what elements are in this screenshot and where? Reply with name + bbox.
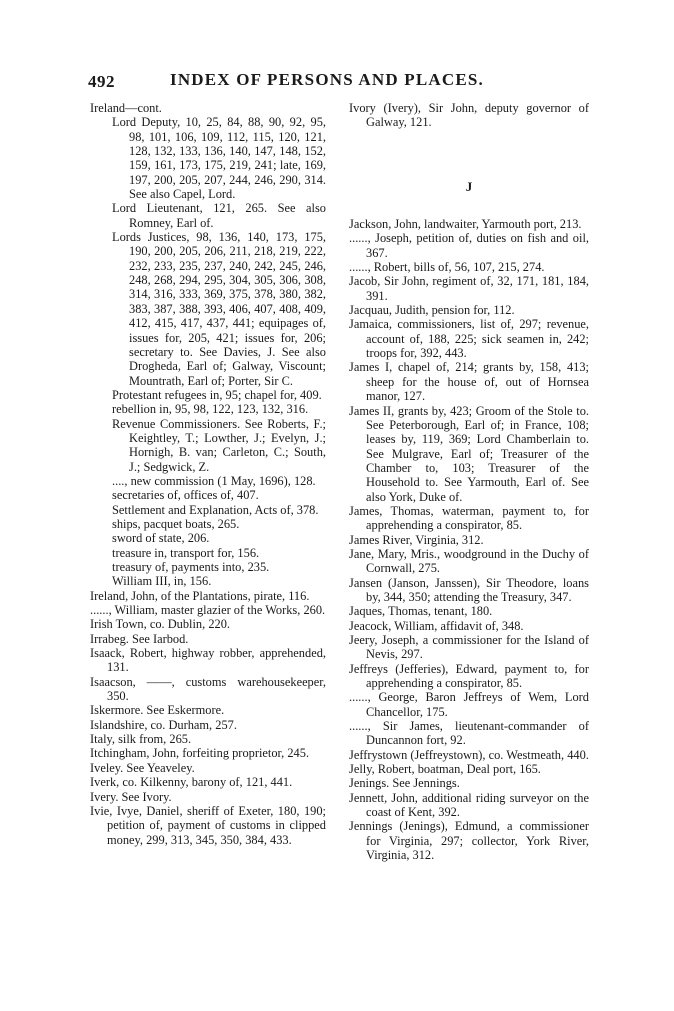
index-entry: Jelly, Robert, boatman, Deal port, 165. [349,762,541,777]
index-entry: Jamaica, commissioners, list of, 297; revenue, account of, 188, 225; sick seamen in, 242; troops for, 392, 443. [349,317,589,361]
index-entry: Ivory (Ivery), Sir John, deputy governor of Galway, 121. [349,101,589,130]
index-entry: Ireland, John, of the Plantations, pirate, 116. [90,588,310,603]
index-entry: Jenings. See Jennings. [349,776,460,791]
running-head: INDEX OF PERSONS AND PLACES. [170,70,484,89]
index-entry: ......, Joseph, petition of, duties on fish and oil, 367. [349,231,589,260]
index-subentry: Lord Deputy, 10, 25, 84, 88, 90, 92, 95, 98, 101, 106, 109, 112, 115, 120, 121, 128, 132, 133, 136, 140, 147, 148, 152, 159, 161, 173, 175, 219, 241; late, 169, 197, 200, 205, 207, 244, 246, 290, 314. See also Capel, Lord. [112,115,326,202]
index-subentry: treasury of, payments into, 235. [112,560,270,574]
index-entry: Jane, Mary, Mris., woodground in the Duchy of Cornwall, 275. [349,546,589,576]
index-entry: Jeffrystown (Jeffreystown), co. Westmeath, 440. [349,747,589,762]
index-entry: Iveley. See Yeaveley. [90,760,195,775]
index-entry: Jansen (Janson, Janssen), Sir Theodore, loans by, 344, 350; attending the Treasury, 347. [349,575,589,604]
left-index-column [90,101,326,847]
index-entry: Jackson, John, landwaiter, Yarmouth port, 213. [349,217,582,232]
index-subentry: ships, pacquet boats, 265. [112,516,240,531]
index-entry: James, Thomas, waterman, payment to, for apprehending a conspirator, 85. [349,503,589,533]
index-subentry: Protestant refugees in, 95; chapel for, 409. [112,387,322,402]
index-entry: Iverk, co. Kilkenny, barony of, 121, 441. [90,775,293,790]
index-subentry: William III, in, 156. [112,574,212,589]
index-entry: Jacquau, Judith, pension for, 112. [349,303,515,318]
index-subentry: sword of state, 206. [112,531,210,546]
index-subentry: secretaries of, offices of, 407. [112,488,259,503]
index-entry: Isaacson, ——, customs warehousekeeper, 350. [90,674,326,704]
index-entry: Jacob, Sir John, regiment of, 32, 171, 181, 184, 391. [349,274,589,303]
index-entry: Irrabeg. See Iarbod. [90,631,189,646]
index-entry: James I, chapel of, 214; grants by, 158, 413; sheep for the house of, out of Hornsea manor, 127. [349,360,589,404]
index-subentry: treasure in, transport for, 156. [112,545,260,560]
index-entry: Itchingham, John, forfeiting proprietor, 245. [90,746,310,761]
index-subentry: rebellion in, 95, 98, 122, 123, 132, 316. [112,402,309,417]
index-entry: Islandshire, co. Durham, 257. [90,717,237,732]
index-entry: Ireland—cont. [90,101,162,115]
index-subentry: Lords Justices, 98, 136, 140, 173, 175, 190, 200, 205, 206, 211, 218, 219, 222, 232, 233, 235, 237, 240, 242, 245, 246, 248, 268, 294, 295, 304, 305, 306, 308, 314, 316, 333, 369, 375, 378, 380, 382, 383, 387, 388, 393, 406, 407, 408, 409, 412, 415, 417, 437, 441; equipages of, issues for, 205, 421; issues for, 206; secretary to. See Davies, J. See also Drogheda, Earl of; Galway, Viscount; Mountrath, Earl of; Porter, Sir C. [112,230,326,388]
index-entry: James II, grants by, 423; Groom of the Stole to. See Peterborough, Earl of; in France, 108; leases by, 119, 369; Lord Chamberlain to. See Mulgrave, Earl of; Treasurer of the Chamber to, 103; Treasurer of the Household to. See Yarmouth, Earl of. See also York, Duke of. [349,403,589,504]
index-entry: Jeffreys (Jefferies), Edward, payment to, for apprehending a conspirator, 85. [349,661,589,691]
page-number: 492 [88,72,115,91]
index-entry: Jeery, Joseph, a commissioner for the Island of Nevis, 297. [349,633,589,662]
index-entry: Italy, silk from, 265. [90,732,192,747]
index-entry: ......, William, master glazier of the Works, 260. [90,603,326,618]
index-entry: Ivery. See Ivory. [90,789,172,804]
index-entry: ......, Robert, bills of, 56, 107, 215, 274. [349,260,545,275]
index-entry: Jennett, John, additional riding surveyor on the coast of Kent, 392. [349,790,589,820]
index-subentry: Lord Lieutenant, 121, 265. See also Romney, Earl of. [112,201,326,230]
index-entry: Isaack, Robert, highway robber, apprehended, 131. [90,646,326,675]
index-entry: James River, Virginia, 312. [349,532,484,547]
index-entry: Ivie, Ivye, Daniel, sheriff of Exeter, 180, 190; petition of, payment of customs in clipped money, 299, 313, 345, 350, 384, 433. [90,803,326,847]
section-letter-heading: J [465,178,473,194]
index-entry: ......, George, Baron Jeffreys of Wem, Lord Chancellor, 175. [349,690,589,719]
index-entry: Jennings (Jenings), Edmund, a commissioner for Virginia, 297; collector, York River, Virginia, 312. [349,819,589,863]
index-entry: ......, Sir James, lieutenant-commander of Duncannon fort, 92. [349,719,589,748]
index-entry: Iskermore. See Eskermore. [90,703,225,718]
index-subentry: ...., new commission (1 May, 1696), 128. [112,473,316,488]
index-entry: Jeacock, William, affidavit of, 348. [349,618,524,633]
index-subentry: Settlement and Explanation, Acts of, 378. [112,502,319,517]
index-entry: Jaques, Thomas, tenant, 180. [349,604,493,619]
index-subentry: Revenue Commissioners. See Roberts, F.; Keightley, T.; Lowther, J.; Evelyn, J.; Hornigh, B. van; Carleton, C.; South, J.; Sedgwick, Z. [112,416,326,474]
index-entry: Irish Town, co. Dublin, 220. [90,617,231,632]
right-index-column [349,101,589,863]
